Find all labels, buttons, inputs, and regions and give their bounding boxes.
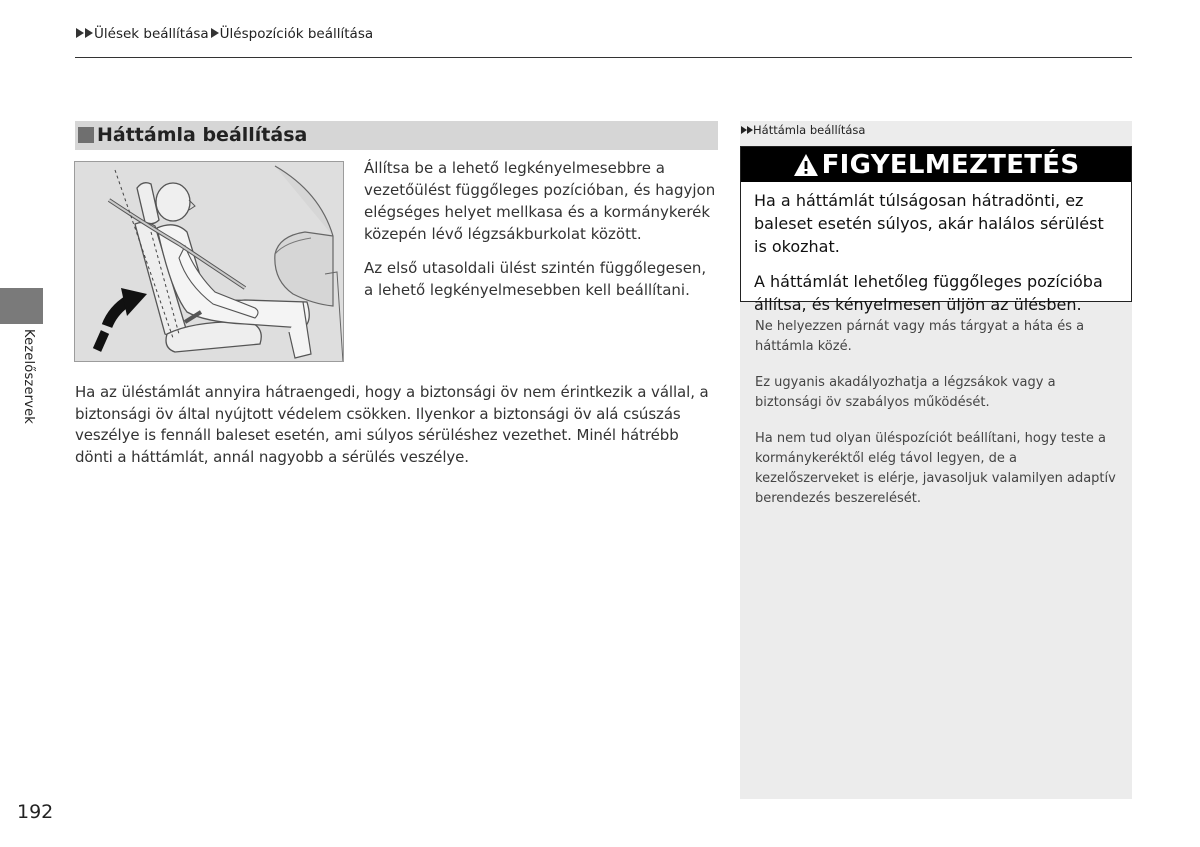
sidebar-panel (740, 121, 1132, 799)
section-header (75, 121, 718, 150)
intro-paragraph: Az első utasoldali ülést szintén függőlegesen, a lehető legkényelmesebben kell beállítani. (364, 259, 707, 299)
chapter-tab-label: Kezelőszervek (21, 329, 36, 425)
warning-paragraph: A háttámlát lehetőleg függőleges pozícióba állítsa, és kényelmesen üljön az ülésben. (754, 272, 1103, 314)
warning-header (741, 147, 1131, 182)
triangle-right-icon (76, 28, 84, 38)
warning-triangle-icon (793, 153, 819, 177)
intro-paragraph: Állítsa be a lehető legkényelmesebbre a vezetőülést függőleges pozícióban, és hagyjon elégséges helyet mellkasa és a kormánykerék közepén lévő légzsákburkolat között. (364, 159, 716, 243)
warning-box (740, 146, 1132, 314)
breadcrumb (76, 26, 373, 42)
warning-body (741, 182, 1131, 316)
seated-driver-icon (75, 162, 344, 362)
breadcrumb-item-seats[interactable]: Ülések beállítása (94, 26, 209, 42)
warning-label: FIGYELMEZTETÉS (821, 149, 1080, 180)
section-title: Háttámla beállítása (97, 124, 308, 146)
curved-arrow-icon (97, 288, 147, 350)
section-intro (364, 157, 716, 313)
triangle-right-icon (85, 28, 93, 38)
note-paragraph: Ez ugyanis akadályozhatja a légzsákok vagy a biztonsági öv szabályos működését. (755, 375, 1056, 410)
sidebar-title-text: Háttámla beállítása (753, 123, 866, 137)
chapter-tab[interactable] (0, 288, 43, 324)
section-body: Ha az üléstámlát annyira hátraengedi, hogy a biztonsági öv nem érintkezik a vállal, a biztonsági öv által nyújtott védelem csökken. Ilyenkor a biztonsági öv alá csúszás veszélye is fennáll baleset esetén, ami súlyos sérüléshez vezethet. Minél hátrébb dönti a háttámlát, annál nagyobb a sérülés veszélye. (75, 383, 709, 466)
breadcrumb-item-seat-positions[interactable]: Üléspozíciók beállítása (219, 26, 374, 42)
page-number: 192 (17, 801, 54, 823)
triangle-right-icon (211, 28, 219, 38)
warning-paragraph: Ha a háttámlát túlságosan hátradönti, ez baleset esetén súlyos, akár halálos sérülést is okozhat. (754, 191, 1104, 256)
header-rule (75, 57, 1132, 58)
note-paragraph: Ne helyezzen párnát vagy más tárgyat a háta és a háttámla közé. (755, 319, 1085, 354)
note-paragraph: Ha nem tud olyan üléspozíciót beállítani, hogy teste a kormánykeréktől elég távol legyen, de a kezelőszerveket is elérje, javasoljuk valamilyen adaptív berendezés beszerelését. (755, 431, 1116, 506)
sidebar-notes (755, 317, 1117, 525)
section-marker-icon (78, 127, 94, 143)
sidebar-title (741, 123, 865, 137)
seat-adjustment-illustration (74, 161, 344, 362)
